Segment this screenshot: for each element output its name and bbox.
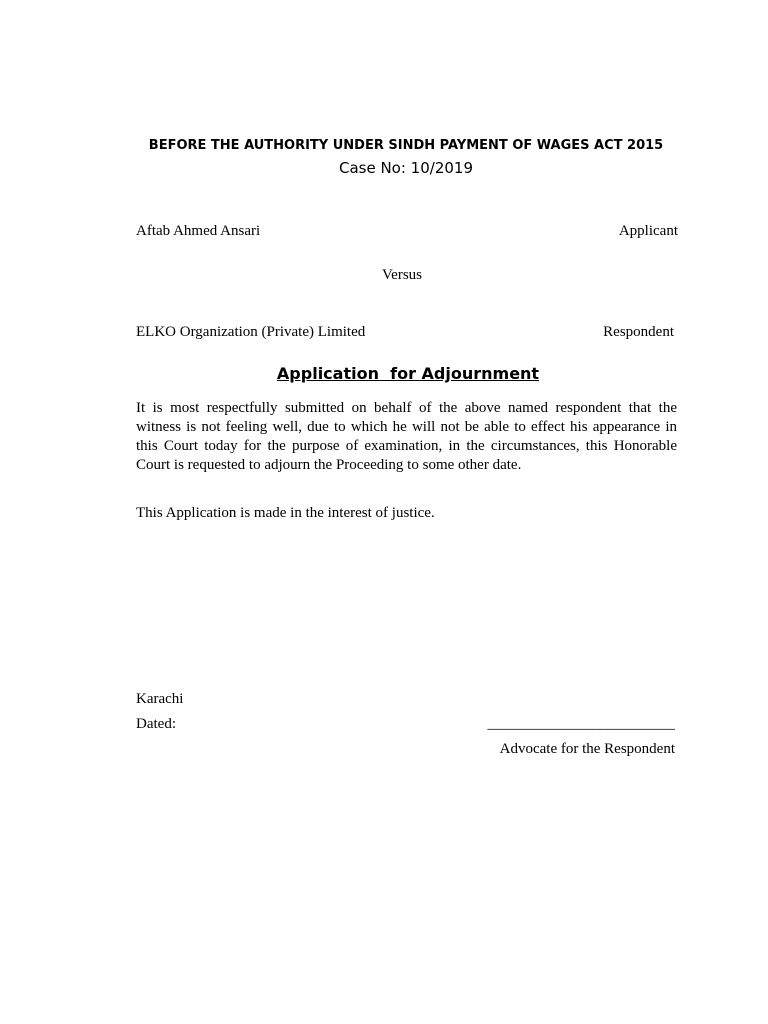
signature-line: _________________________ (487, 716, 675, 732)
case-number: Case No: 10/2019 (338, 159, 473, 177)
application-closing: This Application is made in the interest of justice. (136, 505, 435, 521)
application-body: It is most respectfully submitted on behalf of the above named respondent that the witness is not feeling well, due to which he will not be able to effect his appearance in this Court today for the purpose of examination, in the circumstances, this Honorable Court is requested to adjourn the Proceeding to some other date. (136, 400, 677, 473)
respondent-role: Respondent (603, 324, 674, 340)
application-title: Application for Adjournment (276, 364, 540, 383)
dated-label: Dated: (136, 716, 176, 732)
respondent-name: ELKO Organization (Private) Limited (136, 324, 366, 340)
place-label: Karachi (136, 691, 184, 707)
applicant-name: Aftab Ahmed Ansari (136, 223, 261, 239)
authority-heading: BEFORE THE AUTHORITY UNDER SINDH PAYMENT OF WAGES ACT 2015 (148, 138, 664, 153)
versus-label: Versus (382, 267, 422, 283)
applicant-role: Applicant (618, 223, 678, 239)
signatory-label: Advocate for the Respondent (499, 741, 675, 757)
